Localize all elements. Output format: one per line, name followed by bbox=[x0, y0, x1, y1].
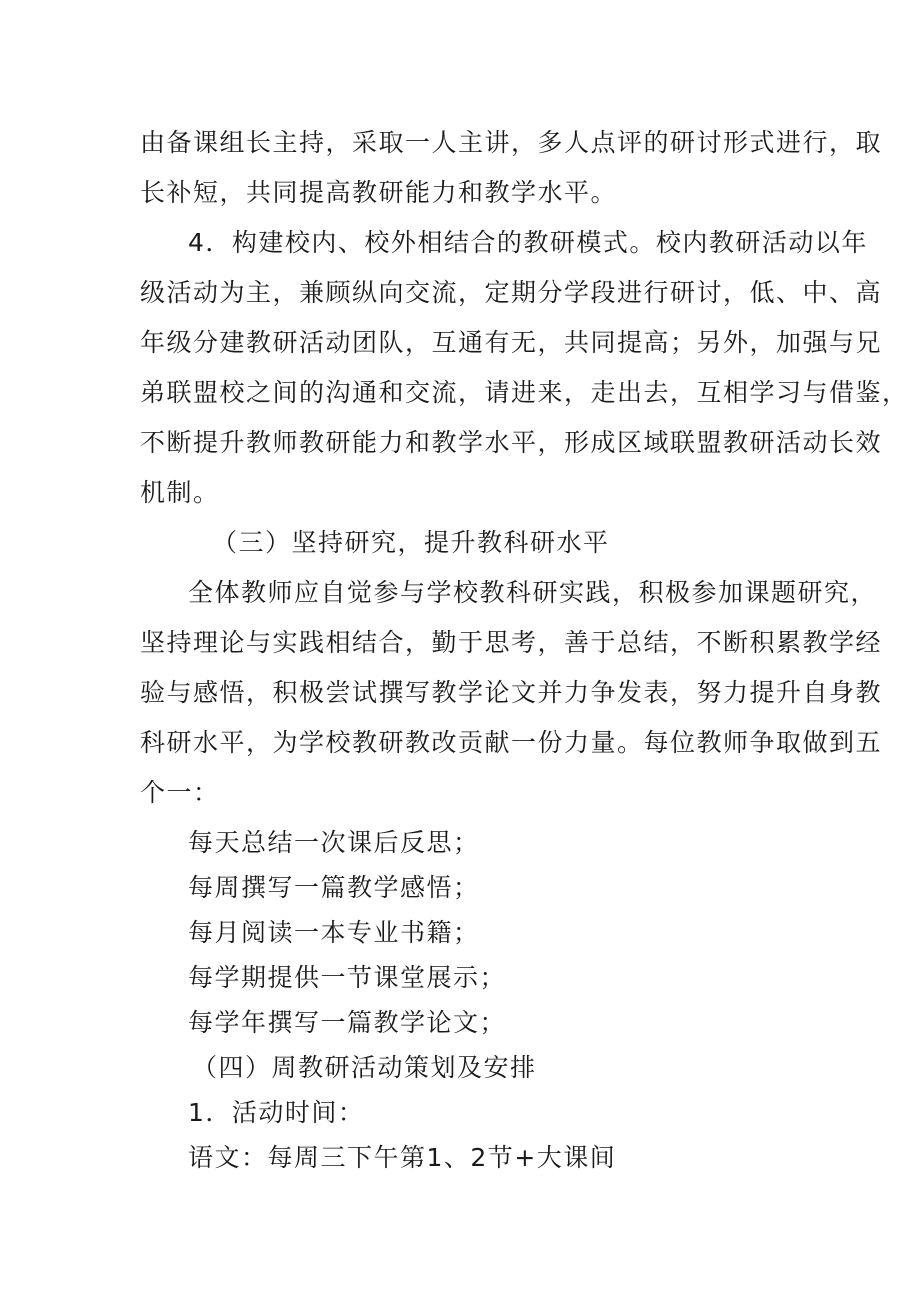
paragraph-line: 由备课组长主持，采取一人主讲，多人点评的研讨形式进行，取 bbox=[140, 128, 883, 157]
paragraph-line: 科研水平，为学校教研教改贡献一份力量。每位教师争取做到五 bbox=[140, 728, 883, 757]
list-item: 每天总结一次课后反思； bbox=[188, 828, 480, 857]
section-heading: （三）坚持研究，提升教科研水平 bbox=[212, 528, 610, 557]
paragraph-line: 长补短，共同提高教研能力和教学水平。 bbox=[140, 178, 618, 207]
paragraph-line: 机制。 bbox=[140, 478, 220, 507]
paragraph-line: 验与感悟，积极尝试撰写教学论文并力争发表，努力提升自身教 bbox=[140, 678, 883, 707]
paragraph-line: 坚持理论与实践相结合，勤于思考，善于总结，不断积累教学经 bbox=[140, 628, 883, 657]
paragraph-line: 级活动为主，兼顾纵向交流，定期分学段进行研讨，低、中、高 bbox=[140, 278, 883, 307]
paragraph-line: 弟联盟校之间的沟通和交流，请进来，走出去，互相学习与借鉴， bbox=[140, 378, 909, 407]
paragraph-line: 语文：每周三下午第1、2节+大课间 bbox=[188, 1143, 617, 1172]
list-item: 每学年撰写一篇教学论文； bbox=[188, 1008, 507, 1037]
paragraph-line: 1．活动时间： bbox=[188, 1098, 365, 1127]
list-item: 每学期提供一节课堂展示； bbox=[188, 963, 507, 992]
section-heading: （四）周教研活动策划及安排 bbox=[192, 1053, 537, 1082]
paragraph-line: 不断提升教师教研能力和教学水平，形成区域联盟教研活动长效 bbox=[140, 428, 883, 457]
paragraph-line: 个一： bbox=[140, 778, 220, 807]
paragraph-line: 年级分建教研活动团队，互通有无，共同提高；另外，加强与兄 bbox=[140, 328, 883, 357]
paragraph-line: 4．构建校内、校外相结合的教研模式。校内教研活动以年 bbox=[188, 228, 868, 257]
paragraph-line: 全体教师应自觉参与学校教科研实践，积极参加课题研究， bbox=[188, 578, 878, 607]
list-item: 每月阅读一本专业书籍； bbox=[188, 918, 480, 947]
list-item: 每周撰写一篇教学感悟； bbox=[188, 873, 480, 902]
